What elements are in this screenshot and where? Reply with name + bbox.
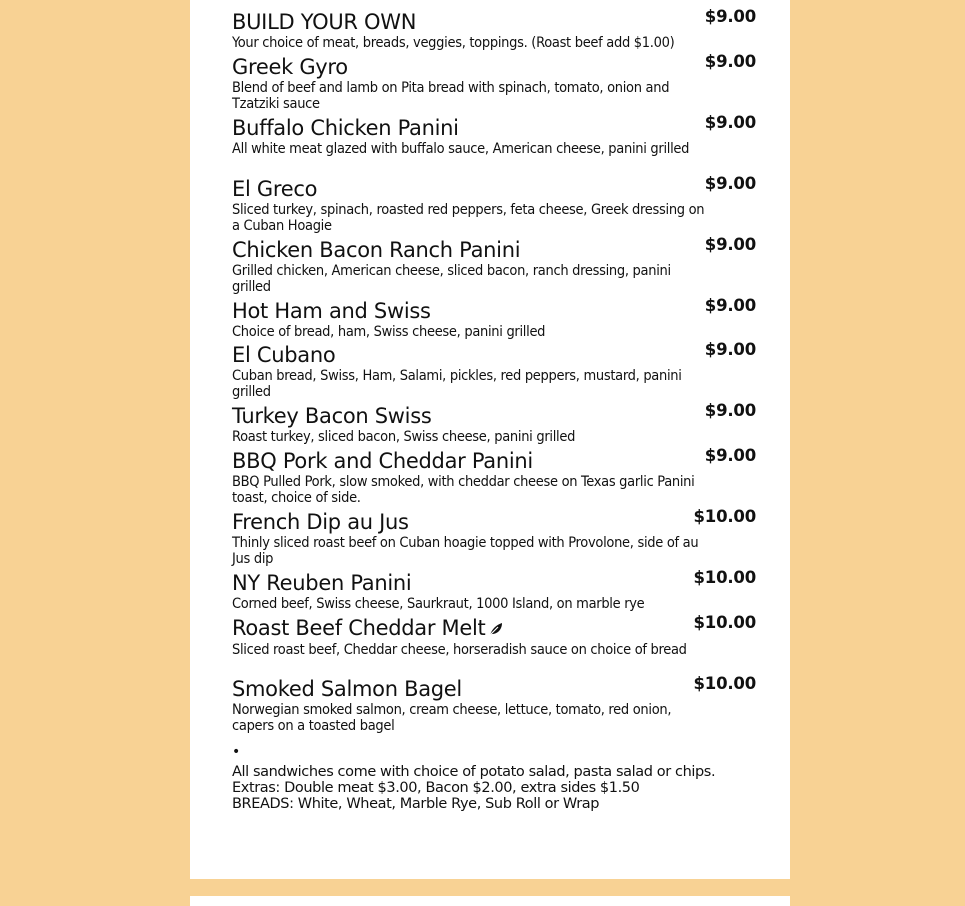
menu-item bbox=[232, 235, 756, 295]
item-price: $9.00 bbox=[704, 113, 756, 132]
item-description: Sliced roast beef, Cheddar cheese, horseradish sauce on choice of bread bbox=[232, 642, 687, 658]
item-price: $10.00 bbox=[693, 613, 756, 632]
item-description: Roast turkey, sliced bacon, Swiss cheese, panini grilled bbox=[232, 429, 576, 445]
item-description: Your choice of meat, breads, veggies, toppings. (Roast beef add $1.00) bbox=[232, 35, 675, 51]
item-name: Greek Gyro bbox=[232, 55, 348, 79]
menu-item bbox=[232, 113, 756, 157]
menu-item bbox=[232, 446, 756, 506]
item-price: $10.00 bbox=[693, 674, 756, 693]
item-price: $9.00 bbox=[704, 174, 756, 193]
item-name-text: Roast Beef Cheddar Melt bbox=[232, 616, 486, 640]
bullet-point: • bbox=[232, 744, 241, 760]
item-description: Thinly sliced roast beef on Cuban hoagie topped with Provolone, side of au Jus dip bbox=[232, 535, 699, 567]
item-name: Smoked Salmon Bagel bbox=[232, 677, 462, 701]
item-name: Chicken Bacon Ranch Panini bbox=[232, 238, 521, 262]
item-price: $9.00 bbox=[704, 401, 756, 420]
item-name: BUILD YOUR OWN bbox=[232, 10, 417, 34]
item-name bbox=[232, 616, 754, 641]
item-price: $9.00 bbox=[704, 235, 756, 254]
item-description: Corned beef, Swiss cheese, Saurkraut, 1000 Island, on marble rye bbox=[232, 596, 645, 612]
item-description: Cuban bread, Swiss, Ham, Salami, pickles, red peppers, mustard, panini grilled bbox=[232, 368, 682, 400]
item-description: Grilled chicken, American cheese, sliced bacon, ranch dressing, panini grilled bbox=[232, 263, 671, 295]
item-description: Sliced turkey, spinach, roasted red peppers, feta cheese, Greek dressing on a Cuban Hoagie bbox=[232, 202, 705, 234]
menu-item bbox=[232, 674, 756, 734]
item-price: $9.00 bbox=[704, 340, 756, 359]
item-price: $9.00 bbox=[704, 446, 756, 465]
item-name: El Greco bbox=[232, 177, 318, 201]
note-line: Extras: Double meat $3.00, Bacon $2.00, extra sides $1.50 bbox=[232, 780, 640, 796]
item-price: $10.00 bbox=[693, 568, 756, 587]
menu-item bbox=[232, 401, 756, 445]
menu-card bbox=[190, 0, 790, 879]
menu-item bbox=[232, 340, 756, 400]
item-price: $10.00 bbox=[693, 507, 756, 526]
next-card bbox=[190, 896, 790, 906]
menu-item bbox=[232, 52, 756, 112]
item-name: El Cubano bbox=[232, 343, 336, 367]
menu-item bbox=[232, 7, 756, 51]
item-price: $9.00 bbox=[704, 52, 756, 71]
menu-item bbox=[232, 174, 756, 234]
item-description: Choice of bread, ham, Swiss cheese, panini grilled bbox=[232, 324, 546, 340]
item-description: All white meat glazed with buffalo sauce, American cheese, panini grilled bbox=[232, 141, 690, 157]
item-price: $9.00 bbox=[704, 7, 756, 26]
item-description: BBQ Pulled Pork, slow smoked, with cheddar cheese on Texas garlic Panini toast, choice of side. bbox=[232, 474, 695, 506]
menu-item bbox=[232, 568, 756, 612]
item-description: Norwegian smoked salmon, cream cheese, lettuce, tomato, red onion, capers on a toasted bagel bbox=[232, 702, 672, 734]
item-name: BBQ Pork and Cheddar Panini bbox=[232, 449, 533, 473]
item-name: Turkey Bacon Swiss bbox=[232, 404, 432, 428]
menu-item bbox=[232, 296, 756, 340]
item-price: $9.00 bbox=[704, 296, 756, 315]
item-name: NY Reuben Panini bbox=[232, 571, 412, 595]
leaf-icon bbox=[489, 617, 503, 641]
note-line: BREADS: White, Wheat, Marble Rye, Sub Roll or Wrap bbox=[232, 796, 600, 812]
note-line: All sandwiches come with choice of potato salad, pasta salad or chips. bbox=[232, 764, 716, 780]
menu-notes bbox=[232, 764, 752, 812]
item-name: Buffalo Chicken Panini bbox=[232, 116, 459, 140]
menu-item bbox=[232, 613, 756, 658]
item-description: Blend of beef and lamb on Pita bread with spinach, tomato, onion and Tzatziki sauce bbox=[232, 80, 670, 112]
menu-item bbox=[232, 507, 756, 567]
item-name: Hot Ham and Swiss bbox=[232, 299, 431, 323]
item-name: French Dip au Jus bbox=[232, 510, 409, 534]
